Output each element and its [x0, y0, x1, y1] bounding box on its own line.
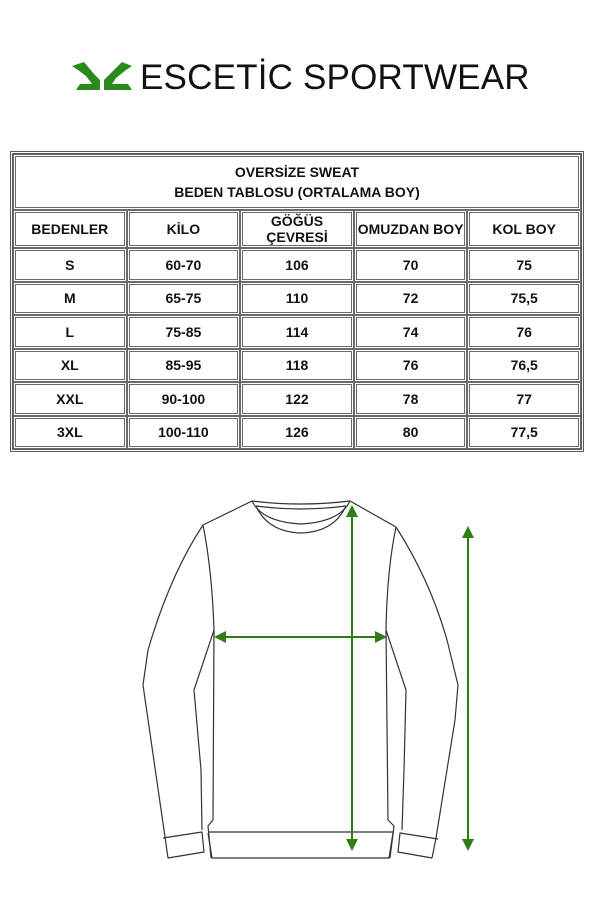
- column-header-length: OMUZDAN BOY: [354, 210, 468, 248]
- chest-width-arrow: [214, 631, 387, 643]
- cell-size: 3XL: [13, 416, 127, 450]
- cell-size: M: [13, 282, 127, 316]
- cell-chest: 118: [240, 349, 354, 383]
- cell-size: XXL: [13, 382, 127, 416]
- cell-length: 80: [354, 416, 468, 450]
- cell-length: 72: [354, 282, 468, 316]
- cell-weight: 90-100: [127, 382, 241, 416]
- cell-weight: 100-110: [127, 416, 241, 450]
- brand-name: ESCETİC SPORTWEAR: [140, 58, 530, 97]
- cell-weight: 60-70: [127, 248, 241, 282]
- body-length-arrow: [346, 505, 358, 851]
- cell-size: S: [13, 248, 127, 282]
- table-title-line1: OVERSİZE SWEAT: [234, 164, 360, 180]
- cell-size: L: [13, 315, 127, 349]
- cell-chest: 122: [240, 382, 354, 416]
- cell-length: 78: [354, 382, 468, 416]
- cell-sleeve: 77: [467, 382, 581, 416]
- brand-logo: [70, 56, 540, 100]
- table-row: [13, 282, 581, 316]
- table-row: [13, 248, 581, 282]
- column-header-chest: GÖĞÜS ÇEVRESİ: [240, 210, 354, 248]
- cell-sleeve: 76: [467, 315, 581, 349]
- cell-sleeve: 76,5: [467, 349, 581, 383]
- cell-sleeve: 75: [467, 248, 581, 282]
- table-row: [13, 315, 581, 349]
- cell-size: XL: [13, 349, 127, 383]
- cell-sleeve: 75,5: [467, 282, 581, 316]
- sleeve-length-arrow: [462, 526, 474, 851]
- cell-chest: 114: [240, 315, 354, 349]
- cell-weight: 85-95: [127, 349, 241, 383]
- table-title-line2: BEDEN TABLOSU (ORTALAMA BOY): [174, 184, 420, 200]
- cell-chest: 106: [240, 248, 354, 282]
- table-title: [13, 154, 581, 210]
- column-header-sleeve: KOL BOY: [467, 210, 581, 248]
- sweatshirt-illustration: [0, 470, 600, 900]
- escetic-logo-icon: [70, 60, 134, 94]
- cell-weight: 75-85: [127, 315, 241, 349]
- cell-length: 74: [354, 315, 468, 349]
- cell-length: 70: [354, 248, 468, 282]
- size-chart-table: [10, 151, 584, 452]
- cell-chest: 126: [240, 416, 354, 450]
- cell-length: 76: [354, 349, 468, 383]
- table-header-row: [13, 210, 581, 248]
- table-row: [13, 349, 581, 383]
- table-row: [13, 382, 581, 416]
- cell-weight: 65-75: [127, 282, 241, 316]
- cell-sleeve: 77,5: [467, 416, 581, 450]
- column-header-weight: KİLO: [127, 210, 241, 248]
- cell-chest: 110: [240, 282, 354, 316]
- column-header-sizes: BEDENLER: [13, 210, 127, 248]
- table-row: [13, 416, 581, 450]
